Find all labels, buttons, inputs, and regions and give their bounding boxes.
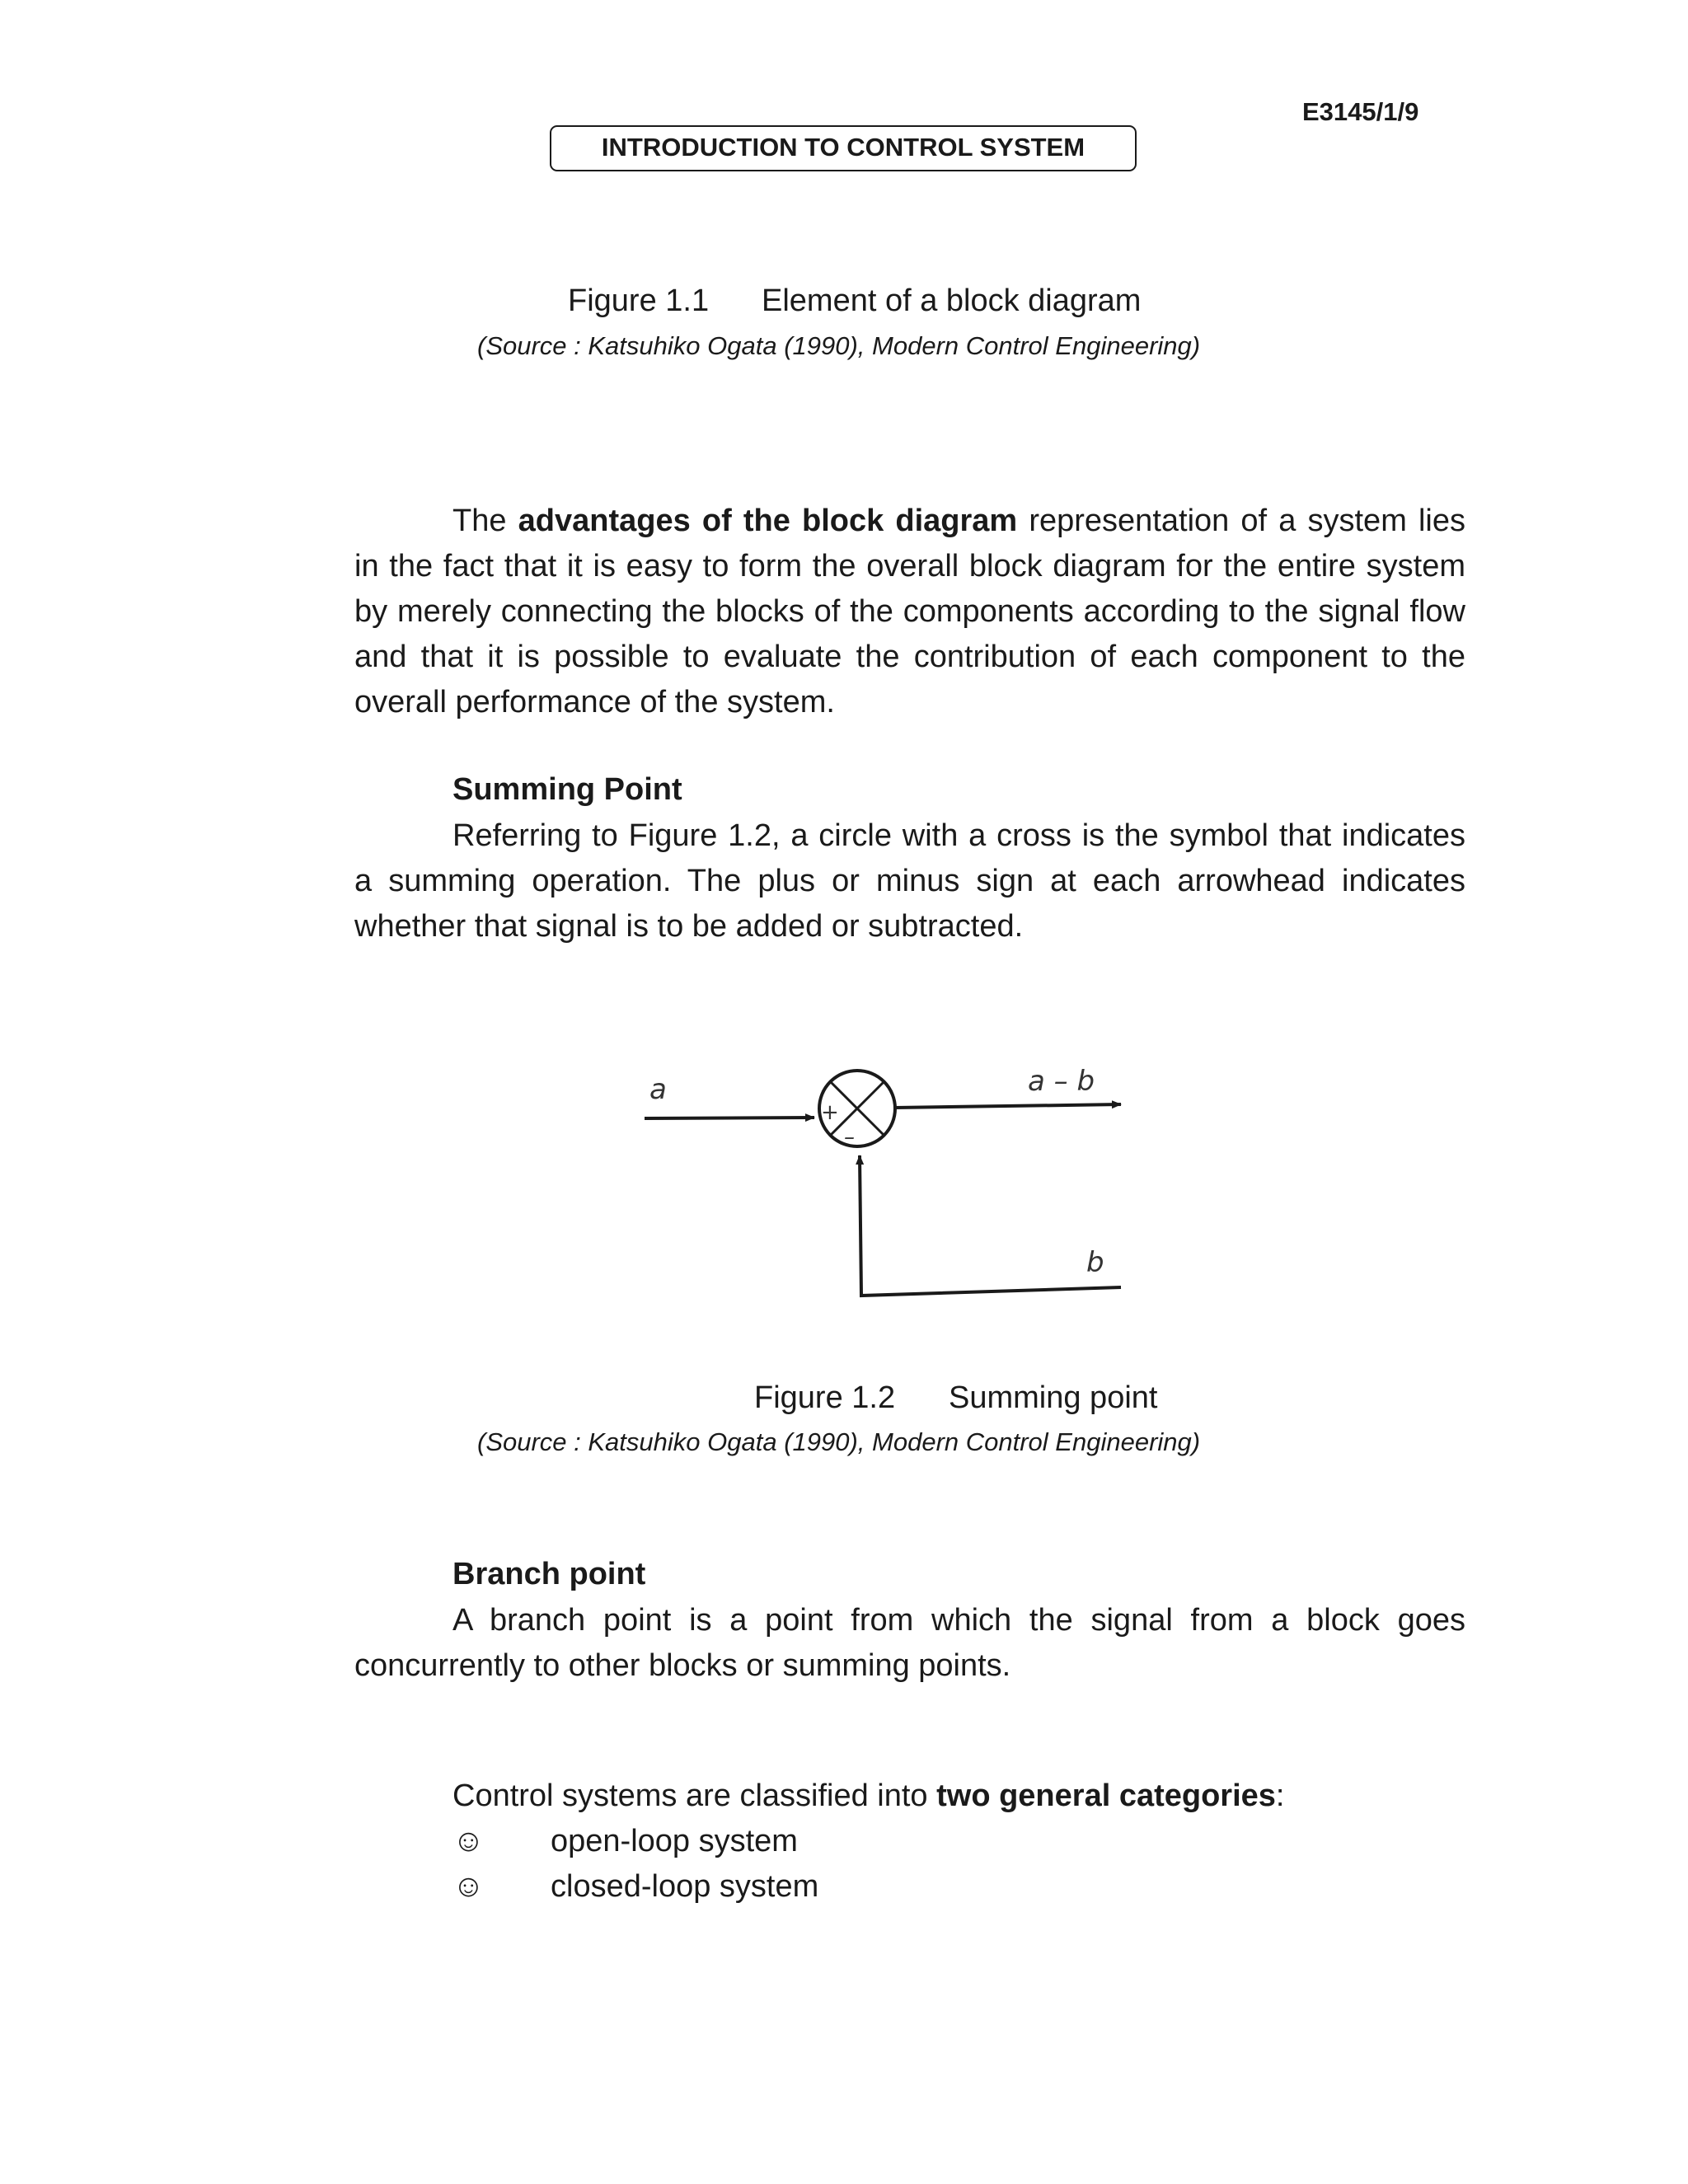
figure-1-2-title: Summing point	[949, 1380, 1158, 1415]
minus-sign: –	[844, 1125, 855, 1150]
branch-point-heading: Branch point	[452, 1557, 646, 1591]
list-item: ☺ closed-loop system	[452, 1869, 819, 1904]
branch-point-paragraph: A branch point is a point from which the signal from a block goes concurrently to other blocks or summing points.	[354, 1603, 1465, 1683]
smiley-bullet-icon: ☺	[452, 1869, 485, 1904]
advantages-paragraph: The advantages of the block diagram representation of a system lies in the fact that it is easy to form the overall block diagram for the entire system by merely connecting the blocks of the components according to the signal flow and that it is possible to evaluate the contribution of each component to the overall performance of the system.	[354, 504, 1466, 719]
output-label: a – b	[1028, 1065, 1095, 1098]
summing-point-heading: Summing Point	[452, 772, 682, 807]
feedback-label: b	[1086, 1246, 1104, 1279]
list-item: ☺ open-loop system	[452, 1824, 798, 1858]
smiley-bullet-icon: ☺	[452, 1824, 485, 1858]
categories-intro: Control systems are classified into two general categories:	[452, 1779, 1285, 1813]
chapter-title-box: INTRODUCTION TO CONTROL SYSTEM	[550, 125, 1137, 171]
figure-1-2-number: Figure 1.2	[754, 1380, 896, 1415]
figure-1-1-caption	[568, 284, 1141, 319]
summing-point-paragraph: Referring to Figure 1.2, a circle with a cross is the symbol that indicates a summing operation. The plus or minus sign at each arrowhead indicates whether that signal is to be added or subtracted.	[354, 818, 1465, 944]
page-code: E3145/1/9	[1302, 97, 1419, 126]
feedback-signal-arrow	[860, 1155, 1121, 1296]
figure-1-1-source: (Source : Katsuhiko Ogata (1990), Modern Control Engineering)	[477, 331, 1201, 360]
categories-emphasis: two general categories	[936, 1779, 1276, 1813]
figure-1-2-caption	[754, 1380, 1157, 1416]
summing-point-diagram	[626, 1047, 1137, 1319]
figure-1-1-title: Element of a block diagram	[762, 284, 1142, 318]
output-signal-arrow	[895, 1104, 1121, 1108]
advantages-emphasis: advantages of the block diagram	[518, 504, 1018, 538]
figure-1-2-source: (Source : Katsuhiko Ogata (1990), Modern Control Engineering)	[477, 1427, 1201, 1456]
plus-sign: +	[821, 1100, 839, 1125]
input-label: a	[649, 1073, 667, 1106]
figure-1-1-number: Figure 1.1	[568, 284, 710, 318]
